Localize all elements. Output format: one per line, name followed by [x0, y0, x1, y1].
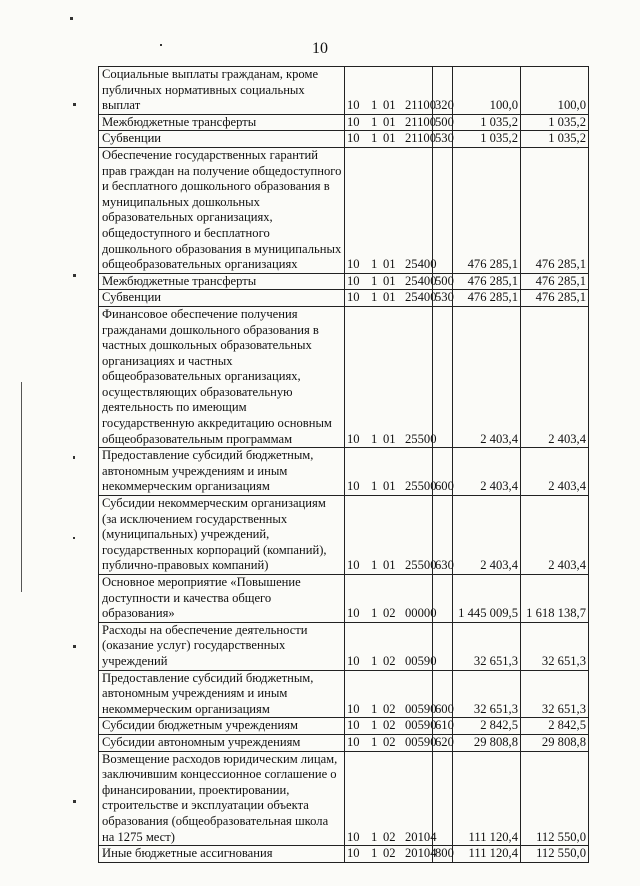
expense-type-code: 530	[433, 290, 453, 307]
expense-type-code: 600	[433, 670, 453, 718]
expense-name: Субсидии бюджетным учреждениям	[99, 718, 345, 735]
table-row	[99, 846, 589, 863]
code-part: 1	[371, 606, 378, 621]
amount-year-2: 29 808,8	[521, 734, 589, 751]
code-part: 10	[347, 273, 360, 288]
code-part: 1	[371, 273, 378, 288]
page-number: 10	[312, 40, 328, 57]
table-row	[99, 67, 589, 115]
amount-year-1: 2 403,4	[453, 496, 521, 575]
expense-type-code: 530	[433, 131, 453, 148]
target-article-code	[345, 718, 437, 735]
target-article-code	[345, 575, 437, 623]
code-part: 02	[383, 718, 396, 733]
code-part: 1	[371, 431, 378, 446]
amount-year-2: 2 403,4	[521, 306, 589, 447]
code-part: 00590	[405, 653, 437, 668]
code-part: 01	[383, 273, 396, 288]
expense-name: Межбюджетные трансферты	[99, 273, 345, 290]
amount-year-2: 476 285,1	[521, 147, 589, 273]
table-row	[99, 273, 589, 290]
code-part: 01	[383, 131, 396, 146]
amount-year-2: 100,0	[521, 67, 589, 115]
code-part: 00590	[405, 718, 437, 733]
scan-speck	[70, 17, 73, 20]
amount-year-1: 32 651,3	[453, 670, 521, 718]
table-row	[99, 670, 589, 718]
table-row	[99, 114, 589, 131]
code-part: 10	[347, 131, 360, 146]
code-part: 02	[383, 701, 396, 716]
scan-speck	[73, 800, 76, 803]
target-article-code	[345, 67, 437, 115]
expense-type-code: 320	[433, 67, 453, 115]
expense-name: Расходы на обеспечение деятельности (оказание услуг) государственных учреждений	[99, 622, 345, 670]
amount-year-2: 476 285,1	[521, 273, 589, 290]
code-part: 10	[347, 734, 360, 749]
target-article-code	[345, 670, 437, 718]
amount-year-2: 1 035,2	[521, 114, 589, 131]
code-part: 21100	[405, 131, 437, 146]
target-article-code	[345, 751, 437, 846]
scan-speck	[160, 44, 162, 46]
table-row	[99, 751, 589, 846]
expense-type-code: 610	[433, 718, 453, 735]
code-part: 00590	[405, 701, 437, 716]
expense-type-code	[433, 147, 453, 273]
code-part: 10	[347, 829, 360, 844]
code-part: 10	[347, 98, 360, 113]
table-row	[99, 622, 589, 670]
expense-name: Финансовое обеспечение получения гражданами дошкольного образования в частных дошкольных образовательных организациях и частных общеобразовательных организациях, осуществляющих образовательную деятельность по имеющим государственную аккредитацию основным общеобразовательным программам	[99, 306, 345, 447]
code-part: 1	[371, 114, 378, 129]
expense-name: Предоставление субсидий бюджетным, автономным учреждениям и иным некоммерческим организациям	[99, 670, 345, 718]
code-part: 01	[383, 558, 396, 573]
table-row	[99, 306, 589, 447]
amount-year-1: 29 808,8	[453, 734, 521, 751]
code-part: 02	[383, 606, 396, 621]
code-part: 02	[383, 734, 396, 749]
target-article-code	[345, 131, 437, 148]
code-part: 25400	[405, 257, 437, 272]
amount-year-2: 32 651,3	[521, 622, 589, 670]
amount-year-2: 2 842,5	[521, 718, 589, 735]
code-part: 1	[371, 558, 378, 573]
expense-type-code: 500	[433, 273, 453, 290]
code-part: 00000	[405, 606, 437, 621]
table-row	[99, 718, 589, 735]
code-part: 10	[347, 290, 360, 305]
amount-year-1: 476 285,1	[453, 147, 521, 273]
amount-year-1: 1 035,2	[453, 114, 521, 131]
code-part: 25400	[405, 273, 437, 288]
code-part: 1	[371, 846, 378, 861]
expense-type-code: 620	[433, 734, 453, 751]
budget-table-body	[99, 67, 589, 863]
expense-name: Субвенции	[99, 290, 345, 307]
code-part: 1	[371, 257, 378, 272]
amount-year-2: 1 035,2	[521, 131, 589, 148]
scan-speck	[73, 103, 76, 106]
target-article-code	[345, 273, 437, 290]
code-part: 10	[347, 701, 360, 716]
target-article-code	[345, 290, 437, 307]
target-article-code	[345, 846, 437, 863]
expense-name: Возмещение расходов юридическим лицам, заключившим концессионное соглашение о финансировании, проектировании, строительстве и эксплуатации объекта образования (общеобразовательная школа на 1275 мест)	[99, 751, 345, 846]
target-article-code	[345, 147, 437, 273]
scan-speck	[73, 456, 75, 459]
expense-name: Обеспечение государственных гарантий прав граждан на получение общедоступного и бесплатного дошкольного образования в муниципальных дошкольных образовательных организациях, общедоступного и бесплатного дошкольного образования в муниципальных общеобразовательных организациях	[99, 147, 345, 273]
expense-type-code: 630	[433, 496, 453, 575]
code-part: 10	[347, 431, 360, 446]
code-part: 1	[371, 653, 378, 668]
table-row	[99, 290, 589, 307]
code-part: 21100	[405, 114, 437, 129]
code-part: 1	[371, 131, 378, 146]
target-article-code	[345, 306, 437, 447]
target-article-code	[345, 734, 437, 751]
budget-table	[98, 66, 589, 863]
code-part: 00590	[405, 734, 437, 749]
table-row	[99, 448, 589, 496]
code-part: 01	[383, 257, 396, 272]
code-part: 10	[347, 558, 360, 573]
amount-year-1: 1 035,2	[453, 131, 521, 148]
expense-name: Основное мероприятие «Повышение доступности и качества общего образования»	[99, 575, 345, 623]
code-part: 25400	[405, 290, 437, 305]
target-article-code	[345, 622, 437, 670]
code-part: 1	[371, 701, 378, 716]
scan-speck	[73, 645, 76, 648]
code-part: 01	[383, 431, 396, 446]
code-part: 20104	[405, 846, 437, 861]
amount-year-1: 111 120,4	[453, 751, 521, 846]
code-part: 02	[383, 829, 396, 844]
code-part: 10	[347, 846, 360, 861]
target-article-code	[345, 448, 437, 496]
expense-type-code: 800	[433, 846, 453, 863]
amount-year-1: 2 403,4	[453, 448, 521, 496]
code-part: 10	[347, 257, 360, 272]
expense-name: Субвенции	[99, 131, 345, 148]
code-part: 25500	[405, 479, 437, 494]
code-part: 10	[347, 653, 360, 668]
table-row	[99, 147, 589, 273]
expense-type-code: 500	[433, 114, 453, 131]
table-row	[99, 734, 589, 751]
amount-year-1: 476 285,1	[453, 290, 521, 307]
expense-type-code: 600	[433, 448, 453, 496]
scan-speck	[73, 274, 76, 277]
expense-name: Предоставление субсидий бюджетным, автономным учреждениям и иным некоммерческим организациям	[99, 448, 345, 496]
table-row	[99, 496, 589, 575]
amount-year-1: 111 120,4	[453, 846, 521, 863]
scan-edge-line	[21, 382, 22, 592]
code-part: 21100	[405, 98, 437, 113]
code-part: 02	[383, 653, 396, 668]
expense-name: Субсидии автономным учреждениям	[99, 734, 345, 751]
target-article-code	[345, 114, 437, 131]
code-part: 10	[347, 479, 360, 494]
code-part: 1	[371, 718, 378, 733]
code-part: 1	[371, 734, 378, 749]
code-part: 25500	[405, 431, 437, 446]
amount-year-2: 1 618 138,7	[521, 575, 589, 623]
amount-year-2: 32 651,3	[521, 670, 589, 718]
code-part: 1	[371, 479, 378, 494]
code-part: 10	[347, 718, 360, 733]
code-part: 01	[383, 98, 396, 113]
code-part: 01	[383, 290, 396, 305]
code-part: 01	[383, 114, 396, 129]
table-row	[99, 131, 589, 148]
amount-year-1: 2 842,5	[453, 718, 521, 735]
table-row	[99, 575, 589, 623]
code-part: 02	[383, 846, 396, 861]
expense-name: Межбюджетные трансферты	[99, 114, 345, 131]
code-part: 1	[371, 290, 378, 305]
code-part: 25500	[405, 558, 437, 573]
code-part: 1	[371, 98, 378, 113]
code-part: 10	[347, 114, 360, 129]
scan-speck	[73, 537, 75, 539]
expense-type-code	[433, 306, 453, 447]
amount-year-2: 2 403,4	[521, 448, 589, 496]
expense-name: Субсидии некоммерческим организациям (за исключением государственных (муниципальных) учреждений, государственных корпораций (компаний), публично-правовых компаний)	[99, 496, 345, 575]
code-part: 10	[347, 606, 360, 621]
amount-year-2: 112 550,0	[521, 751, 589, 846]
amount-year-2: 2 403,4	[521, 496, 589, 575]
amount-year-1: 476 285,1	[453, 273, 521, 290]
code-part: 20104	[405, 829, 437, 844]
amount-year-1: 2 403,4	[453, 306, 521, 447]
code-part: 01	[383, 479, 396, 494]
code-part: 1	[371, 829, 378, 844]
expense-name: Иные бюджетные ассигнования	[99, 846, 345, 863]
amount-year-1: 32 651,3	[453, 622, 521, 670]
amount-year-1: 1 445 009,5	[453, 575, 521, 623]
amount-year-1: 100,0	[453, 67, 521, 115]
amount-year-2: 476 285,1	[521, 290, 589, 307]
amount-year-2: 112 550,0	[521, 846, 589, 863]
expense-name: Социальные выплаты гражданам, кроме публичных нормативных социальных выплат	[99, 67, 345, 115]
target-article-code	[345, 496, 437, 575]
